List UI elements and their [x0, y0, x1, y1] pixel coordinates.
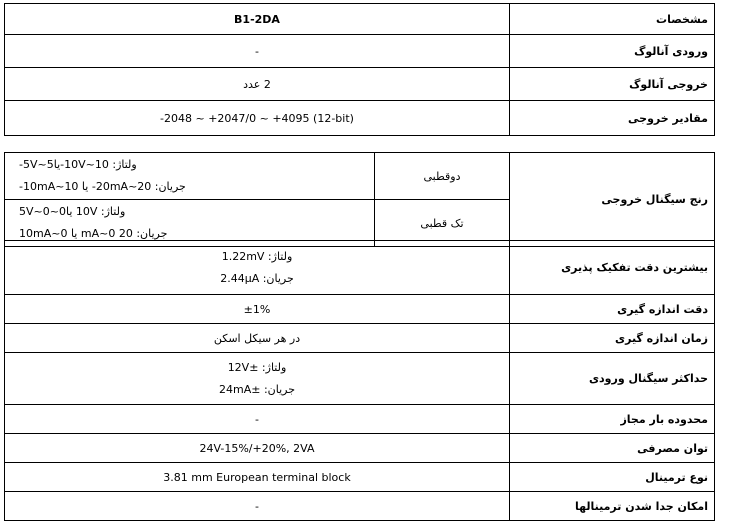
resolution-current: جریان: 2.44µA — [220, 271, 294, 285]
row-value-accuracy: ±1% — [5, 295, 510, 324]
bipolar-current: جریان: 20mA~20- یا 10mA~10- — [19, 180, 186, 193]
row-label-analog-out: خروجی آنالوگ — [510, 68, 715, 101]
table-row — [5, 295, 715, 324]
header-row — [5, 4, 715, 35]
table-row — [5, 463, 715, 492]
row-label-max-input: حداکثر سیگنال ورودی — [510, 353, 715, 405]
output-values-text: -2048 ~ +2047/0 ~ +4095 (12-bit) — [160, 111, 354, 125]
table-row — [5, 324, 715, 353]
table-row — [5, 353, 715, 405]
row-label-power: توان مصرفی — [510, 434, 715, 463]
spec-table — [4, 3, 715, 136]
unipolar-voltage: ولتاژ: 10V یا0~5V~0 — [19, 205, 126, 218]
row-value-output-values — [5, 101, 510, 136]
table-row — [5, 101, 715, 136]
row-value-terminal — [5, 463, 510, 492]
row-value-detach: - — [5, 492, 510, 521]
bipolar-voltage: ولتاژ: 10V~10-یا5V~5- — [19, 158, 137, 171]
row-value-analog-in: - — [5, 35, 510, 68]
range-table — [4, 152, 715, 247]
row-value-load-range: - — [5, 405, 510, 434]
resolution-voltage: ولتاژ: 1.22mV — [221, 249, 293, 263]
row-label-analog-in: ورودی آنالوگ — [510, 35, 715, 68]
row-label-resolution: بیشترین دقت تفکیک پذیری — [510, 241, 715, 295]
model-header: B1-2DA — [5, 4, 510, 35]
table-row — [5, 492, 715, 521]
table-row — [5, 68, 715, 101]
row-value-meas-time: در هر سیکل اسکن — [5, 324, 510, 353]
row-label-detach: امکان جدا شدن ترمینالها — [510, 492, 715, 521]
row-label-accuracy: دقت اندازه گیری — [510, 295, 715, 324]
table-row — [5, 241, 715, 295]
row-label-terminal: نوع ترمینال — [510, 463, 715, 492]
row-label-meas-time: زمان اندازه گیری — [510, 324, 715, 353]
table-row — [5, 405, 715, 434]
row-label-load-range: محدوده بار مجاز — [510, 405, 715, 434]
row-value-resolution — [5, 241, 510, 295]
row-label-output-values: مقادیر خروجی — [510, 101, 715, 136]
row-value-max-input — [5, 353, 510, 405]
range-unipolar-label: تک قطبی — [375, 200, 510, 247]
table-row — [5, 35, 715, 68]
range-bipolar-label: دوقطبی — [375, 153, 510, 200]
spec-header-label: مشخصات — [510, 4, 715, 35]
terminal-text: 3.81 mm European terminal block — [163, 470, 351, 484]
power-text: 24V-15%/+20%, 2VA — [199, 441, 315, 455]
table-row — [5, 153, 715, 200]
row-label-range: رنج سیگنال خروجی — [510, 153, 715, 247]
unipolar-current: جریان: 20 mA~0 یا 10mA~0 — [19, 227, 168, 240]
spec-table-lower — [4, 240, 715, 521]
table-row — [5, 434, 715, 463]
max-input-current: جریان: ±24mA — [218, 382, 296, 396]
row-value-power — [5, 434, 510, 463]
max-input-voltage: ولتاژ: ±12V — [227, 360, 287, 374]
row-value-analog-out: 2 عدد — [5, 68, 510, 101]
range-bipolar-values — [5, 153, 375, 200]
